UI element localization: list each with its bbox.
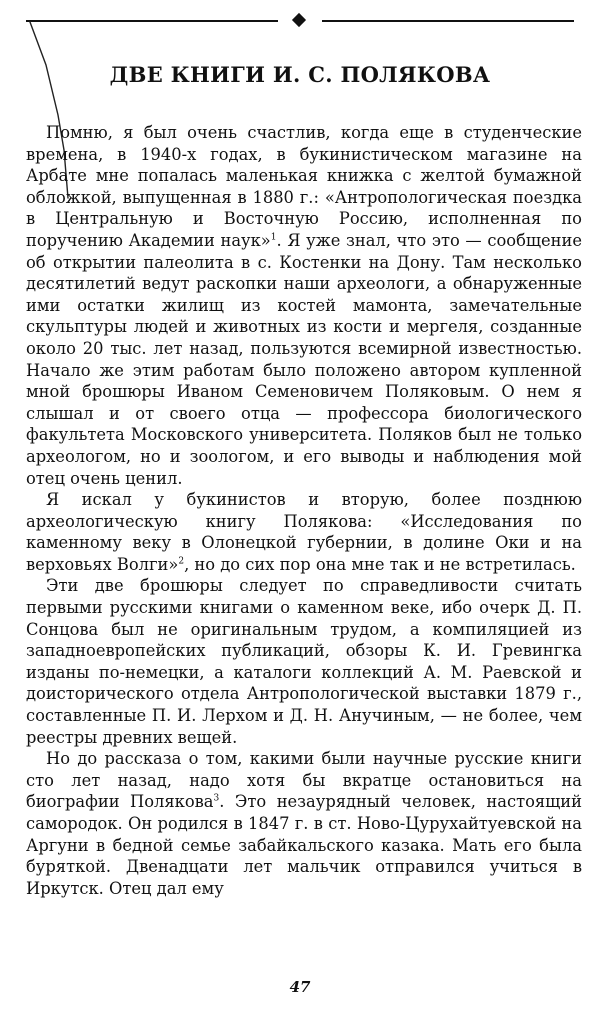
- footnote-ref[interactable]: 1: [270, 232, 277, 243]
- footnote-ref[interactable]: 3: [213, 793, 220, 804]
- paragraph-text: Я искал у букинистов и вторую, более позднюю археологическую книгу Полякова: «Исследования по каменному веку в Олонецкой губернии, в долине Оки и на верховьях Волги»: [26, 490, 582, 574]
- chapter-title: ДВЕ КНИГИ И. С. ПОЛЯКОВА: [109, 62, 491, 87]
- footnote-ref[interactable]: 2: [178, 556, 185, 567]
- body-text: [26, 122, 582, 899]
- paragraph-text: Но до рассказа о том, какими были научные русские книги сто лет назад, надо хотя бы вкратце остановиться на биографии Полякова: [26, 749, 582, 812]
- diamond-ornament-icon: [292, 13, 306, 27]
- paragraph-text: Эти две брошюры следует по справедливости считать первыми русскими книгами о каменном веке, ибо очерк Д. П. Сонцова был не оригинальным трудом, а компиляцией из западноевропейских публикаций, обзоры К. И. Гревингка изданы по-немецки, а каталоги коллекций А. М. Раевской и доисторического отдела Антропологической выставки 1879 г., составленные П. И. Лерхом и Д. Н. Анучиным, — не более, чем реестры древних вещей.: [26, 576, 582, 747]
- paragraph: [26, 748, 582, 899]
- paragraph-text: Помню, я был очень счастлив, когда еще в студенческие времена, в 1940-х годах, в букинистическом магазине на Арбате мне попалась маленькая книжка с желтой бумажной обложкой, выпущенная в 1880 г.: «Антропологическая поездка в Центральную и Восточную Россию, исполненная по поручению Академии наук»: [26, 123, 582, 250]
- paragraph-text: . Это незаурядный человек, настоящий самородок. Он родился в 1847 г. в ст. Ново-Цурухайтуевской на Аргуни в бедной семье забайкальского казака. Мать его была буряткой. Двенадцати лет мальчик отправился учиться в Иркутск. Отец дал ему: [26, 792, 582, 898]
- paragraph: [26, 122, 582, 489]
- page-number: 47: [289, 978, 311, 996]
- paragraph-text: . Я уже знал, что это — сообщение об открытии палеолита в с. Костенки на Дону. Там несколько десятилетий ведут раскопки наши археологи, а обнаруженные ими остатки жилищ из костей мамонта, замечательные скульптуры людей и животных из кости и мергеля, созданные около 20 тыс. лет назад, пользуются всемирной известностью. Начало же этим работам было положено автором купленной мной брошюры Иваном Семеновичем Поляковым. О нем я слышал и от своего отца — профессора биологического факультета Московского университета. Поляков был не только археологом, но и зоологом, и его выводы и наблюдения мой отец очень ценил.: [26, 230, 582, 488]
- paragraph-text: , но до сих пор она мне так и не встретилась.: [184, 554, 576, 574]
- paragraph: [26, 489, 582, 575]
- paragraph: [26, 575, 582, 748]
- header-ornament: [26, 14, 574, 28]
- ornament-rule-right: [322, 20, 574, 22]
